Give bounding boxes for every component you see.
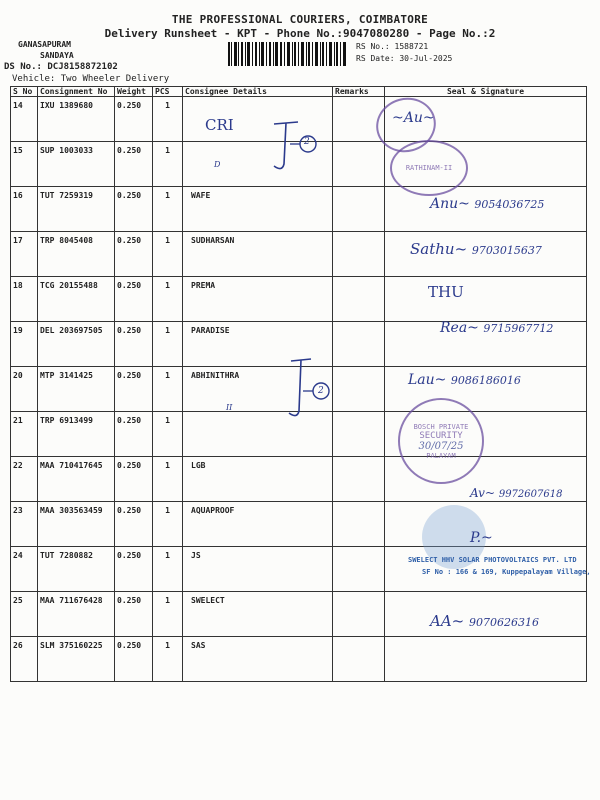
cell-remarks <box>333 457 385 502</box>
table-header <box>11 87 587 97</box>
area-line1: GANASAPURAM <box>18 40 71 49</box>
cell-weight: 0.250 <box>115 412 153 457</box>
cell-consignee: WAFE <box>183 187 333 232</box>
cell-consignee: AQUAPROOF <box>183 502 333 547</box>
table-row <box>11 637 587 682</box>
cell-sno: 22 <box>11 457 38 502</box>
cell-seal <box>385 637 587 682</box>
handwritten-ii: II <box>226 403 233 412</box>
signature-14: ~Au~ <box>392 110 435 126</box>
cell-consignee: SWELECT <box>183 592 333 637</box>
cell-weight: 0.250 <box>115 502 153 547</box>
cell-seal <box>385 277 587 322</box>
cell-weight: 0.250 <box>115 97 153 142</box>
cell-remarks <box>333 142 385 187</box>
stamp-bosch-mid: SECURITY <box>419 430 463 441</box>
cell-pcs: 1 <box>153 637 183 682</box>
cell-consignee: PARADISE <box>183 322 333 367</box>
cell-sno: 15 <box>11 142 38 187</box>
cell-pcs: 1 <box>153 367 183 412</box>
circle-2-b: 2 <box>318 386 324 396</box>
cell-consignee: JS <box>183 547 333 592</box>
cell-consignment: TCG 20155488 <box>38 277 115 322</box>
cell-consignment: TRP 8045408 <box>38 232 115 277</box>
vehicle-info: Vehicle: Two Wheeler Delivery <box>12 74 170 84</box>
signature-18: THU <box>428 283 464 301</box>
cell-consignment: MAA 303563459 <box>38 502 115 547</box>
signature-19: Rea~ 9715967712 <box>440 320 554 336</box>
cell-pcs: 1 <box>153 277 183 322</box>
runsheet-title: Delivery Runsheet - KPT - Phone No.:9047080280 - Page No.:2 <box>104 27 496 40</box>
circle-2-a: 2 <box>304 137 310 147</box>
cell-pcs: 1 <box>153 142 183 187</box>
stamp-rathinam: RATHINAM-II <box>390 140 468 196</box>
cell-weight: 0.250 <box>115 592 153 637</box>
col-consignment: Consignment No <box>38 87 115 97</box>
cell-sno: 16 <box>11 187 38 232</box>
cell-consignee: ABHINITHRA <box>183 367 333 412</box>
cell-remarks <box>333 232 385 277</box>
bracket-mark-1 <box>270 116 330 176</box>
stamp-bosch-bottom: PALAYAM <box>426 451 456 460</box>
cell-sno: 24 <box>11 547 38 592</box>
dc-number: DS No.: DCJ8158872102 <box>4 62 118 72</box>
cell-sno: 20 <box>11 367 38 412</box>
signature-20: Lau~ 9086186016 <box>408 372 521 388</box>
bracket-mark-2 <box>285 355 345 425</box>
cell-consignee: SAS <box>183 637 333 682</box>
cell-remarks <box>333 592 385 637</box>
stamp-bosch-top: BOSCH PRIVATE <box>413 422 469 431</box>
cell-consignment: SUP 1003033 <box>38 142 115 187</box>
handwritten-cri: CRI <box>205 116 234 134</box>
table-row <box>11 502 587 547</box>
cell-consignment: MTP 3141425 <box>38 367 115 412</box>
cell-weight: 0.250 <box>115 367 153 412</box>
col-weight: Weight <box>115 87 153 97</box>
cell-consignment: TUT 7280882 <box>38 547 115 592</box>
cell-weight: 0.250 <box>115 457 153 502</box>
cell-sno: 14 <box>11 97 38 142</box>
company-title: THE PROFESSIONAL COURIERS, COIMBATORE <box>171 13 429 26</box>
col-sno: S No <box>11 87 38 97</box>
cell-consignee: LGB <box>183 457 333 502</box>
col-remarks: Remarks <box>333 87 385 97</box>
cell-sno: 23 <box>11 502 38 547</box>
cell-sno: 18 <box>11 277 38 322</box>
col-pcs: PCS <box>153 87 183 97</box>
cell-sno: 26 <box>11 637 38 682</box>
handwritten-d: D <box>214 160 221 169</box>
cell-weight: 0.250 <box>115 322 153 367</box>
signature-26: AA~ 9070626316 <box>430 612 540 630</box>
cell-weight: 0.250 <box>115 637 153 682</box>
cell-weight: 0.250 <box>115 277 153 322</box>
cell-pcs: 1 <box>153 322 183 367</box>
cell-remarks <box>333 637 385 682</box>
stamp-swelect-line2: SF No : 166 & 169, Kuppepalayam Village, <box>422 568 591 576</box>
cell-pcs: 1 <box>153 502 183 547</box>
cell-remarks <box>333 547 385 592</box>
cell-pcs: 1 <box>153 592 183 637</box>
cell-sno: 25 <box>11 592 38 637</box>
barcode <box>228 42 346 66</box>
cell-consignment: SLM 375160225 <box>38 637 115 682</box>
cell-pcs: 1 <box>153 97 183 142</box>
cell-weight: 0.250 <box>115 187 153 232</box>
stamp-bosch <box>398 398 484 484</box>
cell-weight: 0.250 <box>115 142 153 187</box>
cell-remarks <box>333 277 385 322</box>
table-row <box>11 277 587 322</box>
cell-consignment: MAA 711676428 <box>38 592 115 637</box>
cell-pcs: 1 <box>153 187 183 232</box>
signature-25: P.~ <box>470 530 493 546</box>
signature-16: Anu~ 9054036725 <box>430 196 545 212</box>
cell-consignee: PREMA <box>183 277 333 322</box>
signature-17: Sathu~ 9703015637 <box>410 240 542 258</box>
cell-remarks <box>333 187 385 232</box>
cell-sno: 17 <box>11 232 38 277</box>
cell-consignment: DEL 203697505 <box>38 322 115 367</box>
cell-remarks <box>333 502 385 547</box>
stamp-bosch-date: 30/07/25 <box>418 440 464 452</box>
signature-23: Av~ 9972607618 <box>470 486 563 500</box>
cell-weight: 0.250 <box>115 232 153 277</box>
area-line2: SANDAYA <box>40 51 74 60</box>
cell-consignment: MAA 710417645 <box>38 457 115 502</box>
col-seal: Seal & Signature <box>385 87 587 97</box>
cell-pcs: 1 <box>153 232 183 277</box>
cell-sno: 21 <box>11 412 38 457</box>
cell-sno: 19 <box>11 322 38 367</box>
cell-consignment: TRP 6913499 <box>38 412 115 457</box>
cell-pcs: 1 <box>153 412 183 457</box>
cell-consignee: SUDHARSAN <box>183 232 333 277</box>
cell-weight: 0.250 <box>115 547 153 592</box>
col-consignee: Consignee Details <box>183 87 333 97</box>
stamp-swelect-line1: SWELECT HHV SOLAR PHOTOVOLTAICS PVT. LTD <box>408 556 577 564</box>
cell-pcs: 1 <box>153 547 183 592</box>
cell-consignment: IXU 1389680 <box>38 97 115 142</box>
cell-pcs: 1 <box>153 457 183 502</box>
cell-consignment: TUT 7259319 <box>38 187 115 232</box>
rs-date: RS Date: 30-Jul-2025 <box>356 54 453 63</box>
rs-number: RS No.: 1588721 <box>356 42 429 51</box>
